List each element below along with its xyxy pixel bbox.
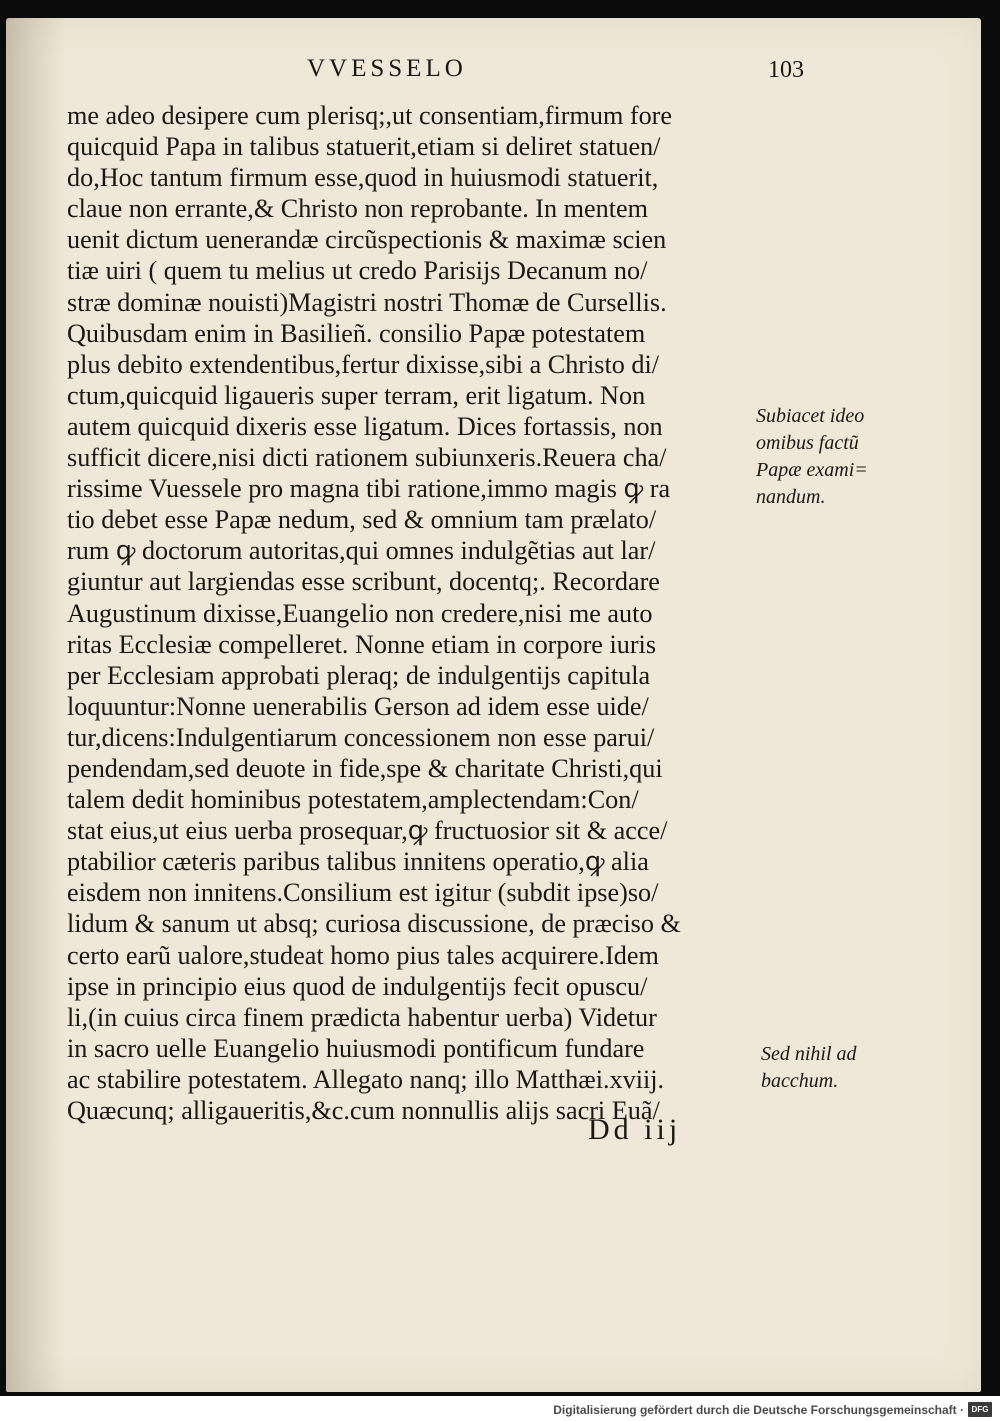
marginal-note-line: Sed nihil ad bbox=[761, 1043, 857, 1065]
text-line: uenit dictum uenerandæ circũspectionis & maximæ scien bbox=[67, 225, 667, 255]
marginal-note-line: bacchum. bbox=[761, 1070, 839, 1092]
text-line: ipse in principio eius quod de indulgentijs fecit opuscu/ bbox=[67, 971, 648, 1001]
signature-mark: Dd iij bbox=[588, 1113, 682, 1146]
text-line: plus debito extendentibus,fertur dixisse,sibi a Christo di/ bbox=[67, 349, 660, 379]
text-line: li,(in cuius circa finem prædicta habentur uerba) Videtur bbox=[67, 1002, 657, 1032]
text-line: tur,dicens:Indulgentiarum concessionem non esse parui/ bbox=[67, 722, 655, 752]
text-line: sufficit dicere,nisi dicti rationem subiunxeris.Reuera cha/ bbox=[67, 443, 667, 473]
running-title: VVESSELO bbox=[307, 55, 467, 82]
text-line: loquuntur:Nonne uenerabilis Gerson ad idem esse uide/ bbox=[67, 691, 649, 721]
page-gutter-shadow bbox=[6, 18, 66, 1392]
text-line: lidum & sanum ut absq; curiosa discussione, de præciso & bbox=[67, 909, 681, 939]
marginal-note-line: Papæ exami= bbox=[756, 459, 868, 481]
text-line: tio debet esse Papæ nedum, sed & omnium tam prælato/ bbox=[67, 505, 657, 535]
funding-credit: Digitalisierung gefördert durch die Deutsche Forschungsgemeinschaft · bbox=[553, 1403, 964, 1417]
dfg-logo-icon: DFG bbox=[968, 1402, 992, 1417]
text-line: me adeo desipere cum plerisq;,ut consentiam,firmum fore bbox=[67, 101, 673, 130]
text-line: pendendam,sed deuote in fide,spe & charitate Christi,qui bbox=[67, 753, 663, 783]
footer-bar bbox=[0, 1396, 1000, 1421]
text-line: Quibusdam enim in Basilieñ. consilio Papæ potestatem bbox=[67, 318, 646, 348]
marginal-note-line: omibus factũ bbox=[756, 432, 859, 454]
text-line: claue non errante,& Christo non reprobante. In mentem bbox=[67, 194, 649, 224]
text-line: Augustinum dixisse,Euangelio non credere,nisi me auto bbox=[67, 598, 653, 628]
folio-number: 103 bbox=[768, 57, 804, 83]
marginal-note-2 bbox=[761, 1041, 857, 1095]
text-line: autem quicquid dixeris esse ligatum. Dices fortassis, non bbox=[67, 411, 663, 441]
text-line: certo earũ ualore,studeat homo pius tales acquirere.Idem bbox=[67, 940, 659, 970]
text-line: ptabilior cæteris paribus talibus innitens operatio,ꝙ alia bbox=[67, 847, 649, 877]
text-line: talem dedit hominibus potestatem,amplectendam:Con/ bbox=[67, 785, 639, 815]
text-line: rum ꝙ doctorum autoritas,qui omnes indulgẽtias aut lar/ bbox=[67, 536, 656, 566]
text-line: stræ dominæ nouisti)Magistri nostri Thomæ de Cursellis. bbox=[67, 287, 667, 317]
text-line: rissime Vuessele pro magna tibi ratione,immo magis ꝙ ra bbox=[67, 474, 671, 504]
text-line: ritas Ecclesiæ compelleret. Nonne etiam in corpore iuris bbox=[67, 629, 657, 659]
text-line: per Ecclesiam approbati pleraq; de indulgentijs capitula bbox=[67, 660, 651, 690]
text-line: stat eius,ut eius uerba prosequar,ꝙ fructuosior sit & acce/ bbox=[67, 816, 668, 846]
page-header bbox=[0, 55, 1000, 95]
text-line: ctum,quicquid ligaueris super terram, erit ligatum. Non bbox=[67, 380, 646, 410]
text-line: eisdem non innitens.Consilium est igitur (subdit ipse)so/ bbox=[67, 878, 659, 908]
text-line: Quæcunq; alligaueritis,&c.cum nonnullis alijs sacri Euã/ bbox=[67, 1096, 660, 1125]
marginal-note-line: Subiacet ideo bbox=[756, 405, 865, 427]
text-line: quicquid Papa in talibus statuerit,etiam si deliret statuen/ bbox=[67, 132, 661, 162]
text-line: in sacro uelle Euangelio huiusmodi pontificum fundare bbox=[67, 1033, 645, 1063]
main-text-block bbox=[67, 100, 747, 1126]
text-line: tiæ uiri ( quem tu melius ut credo Parisijs Decanum no/ bbox=[67, 256, 648, 286]
marginal-note-line: nandum. bbox=[756, 486, 826, 508]
text-line: ac stabilire potestatem. Allegato nanq; illo Matthæi.xviij. bbox=[67, 1064, 665, 1094]
text-line: do,Hoc tantum firmum esse,quod in huiusmodi statuerit, bbox=[67, 163, 659, 193]
marginal-note-1 bbox=[756, 403, 868, 511]
text-line: giuntur aut largiendas esse scribunt, docentq;. Recordare bbox=[67, 567, 660, 597]
